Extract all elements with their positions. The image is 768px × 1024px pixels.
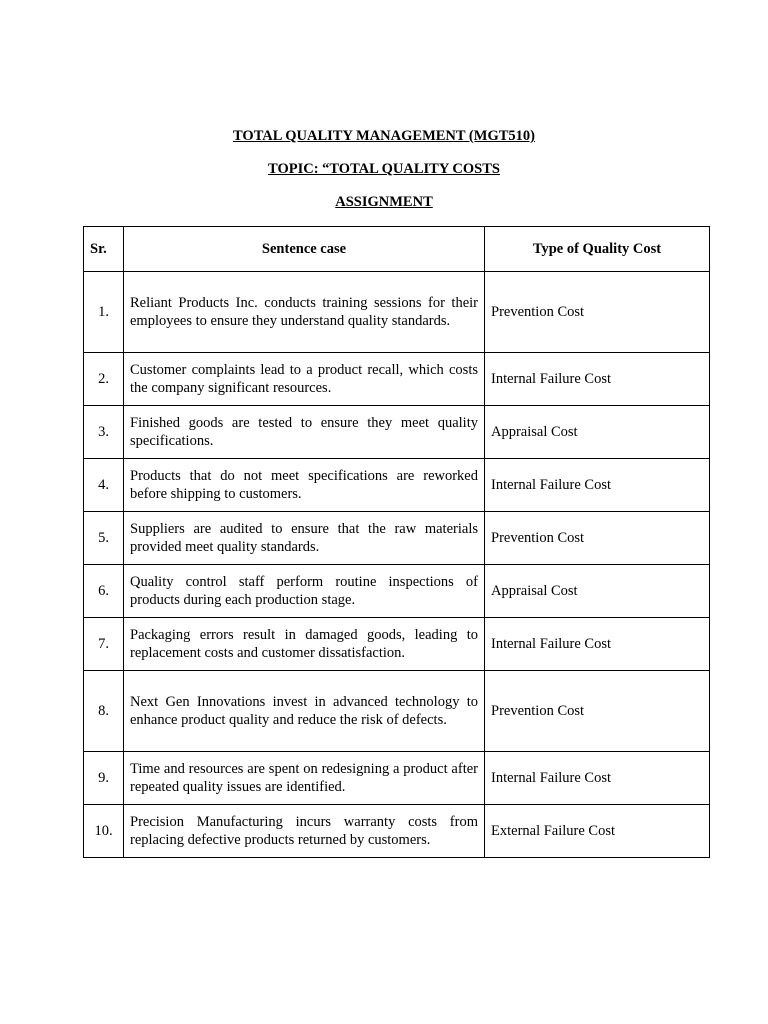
sentence-case: Reliant Products Inc. conducts training sessions for their employees to ensure they understand quality standards. [124,272,485,353]
column-header-sr: Sr. [84,227,124,272]
column-header-type: Type of Quality Cost [485,227,710,272]
sentence-case: Customer complaints lead to a product recall, which costs the company significant resources. [124,353,485,406]
row-number: 5. [84,512,124,565]
table-row [84,459,710,512]
quality-cost-type: Prevention Cost [485,272,710,353]
column-header-sentence: Sentence case [124,227,485,272]
quality-cost-type: Appraisal Cost [485,406,710,459]
quality-cost-type: Appraisal Cost [485,565,710,618]
quality-cost-type: Internal Failure Cost [485,353,710,406]
quality-cost-type: Internal Failure Cost [485,752,710,805]
table-row [84,805,710,858]
quality-cost-table [83,226,710,858]
row-number: 9. [84,752,124,805]
quality-cost-type: Internal Failure Cost [485,459,710,512]
row-number: 10. [84,805,124,858]
row-number: 2. [84,353,124,406]
sentence-case: Next Gen Innovations invest in advanced technology to enhance product quality and reduce the risk of defects. [124,671,485,752]
course-title: TOTAL QUALITY MANAGEMENT (MGT510) [233,128,535,144]
quality-cost-type: Internal Failure Cost [485,618,710,671]
table-row [84,752,710,805]
row-number: 6. [84,565,124,618]
table-row [84,565,710,618]
row-number: 1. [84,272,124,353]
table-row [84,353,710,406]
sentence-case: Quality control staff perform routine inspections of products during each production stage. [124,565,485,618]
quality-cost-type: Prevention Cost [485,671,710,752]
table-header-row [84,227,710,272]
table-row [84,618,710,671]
assignment-title: ASSIGNMENT [335,194,433,210]
row-number: 7. [84,618,124,671]
sentence-case: Products that do not meet specifications are reworked before shipping to customers. [124,459,485,512]
table-row [84,406,710,459]
row-number: 4. [84,459,124,512]
topic-title: TOPIC: “TOTAL QUALITY COSTS [268,161,500,177]
row-number: 3. [84,406,124,459]
table-row [84,272,710,353]
table-row [84,512,710,565]
sentence-case: Finished goods are tested to ensure they meet quality specifications. [124,406,485,459]
sentence-case: Time and resources are spent on redesigning a product after repeated quality issues are identified. [124,752,485,805]
quality-cost-type: External Failure Cost [485,805,710,858]
quality-cost-type: Prevention Cost [485,512,710,565]
sentence-case: Suppliers are audited to ensure that the raw materials provided meet quality standards. [124,512,485,565]
sentence-case: Precision Manufacturing incurs warranty costs from replacing defective products returned by customers. [124,805,485,858]
sentence-case: Packaging errors result in damaged goods, leading to replacement costs and customer dissatisfaction. [124,618,485,671]
row-number: 8. [84,671,124,752]
table-row [84,671,710,752]
